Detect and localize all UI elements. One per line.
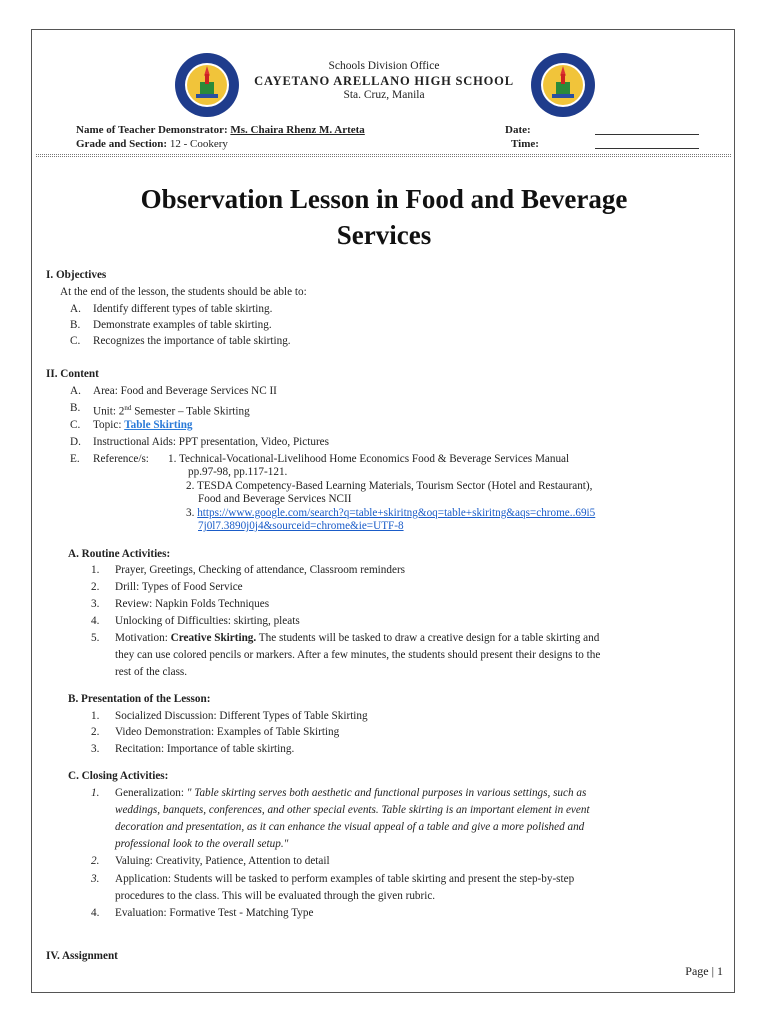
reference-1: 1. Technical-Vocational-Livelihood Home Economics Food & Beverage Services Manual — [168, 453, 570, 465]
reference-1-pages: pp.97-98, pp.117-121. — [188, 466, 288, 478]
date-blank — [595, 134, 699, 135]
content-topic: Topic: Table Skirting — [93, 419, 193, 431]
motivation-line: they can use colored pencils or markers. After a few minutes, the students should present their designs to the — [115, 649, 601, 661]
objective-text: Identify different types of table skirting. — [93, 303, 273, 315]
grade-line — [76, 138, 228, 150]
teacher-line — [76, 124, 365, 136]
list-number: 3. — [91, 873, 100, 885]
objectives-intro: At the end of the lesson, the students should be able to: — [60, 286, 307, 298]
list-number: 5. — [91, 632, 100, 644]
time-blank — [595, 148, 699, 149]
content-marker: B. — [70, 402, 81, 414]
reference-3-link-cont[interactable]: 7j0l7.3890j0j4&sourceid=chrome&ie=UTF-8 — [198, 520, 404, 532]
reference-3-link[interactable]: https://www.google.com/search?q=table+skiritng&oq=table+skiritng&aqs=chrome..69i5 — [197, 507, 596, 519]
list-item: Socialized Discussion: Different Types of Table Skirting — [115, 710, 368, 722]
generalization-line: professional look to the overall setup." — [115, 838, 289, 850]
motivation-line: rest of the class. — [115, 666, 188, 678]
assignment-heading: IV. Assignment — [46, 950, 118, 962]
reference-2: 2. TESDA Competency-Based Learning Materials, Tourism Sector (Hotel and Restaurant), — [186, 480, 593, 492]
list-number: 3. — [91, 598, 100, 610]
objective-text: Demonstrate examples of table skirting. — [93, 319, 272, 331]
teacher-label: Name of Teacher Demonstrator: — [76, 124, 228, 136]
list-number: 1. — [91, 710, 100, 722]
references-label: Reference/s: — [93, 453, 149, 465]
teacher-name: Ms. Chaira Rhenz M. Arteta — [230, 124, 365, 136]
presentation-heading: B. Presentation of the Lesson: — [68, 693, 211, 705]
generalization-line: weddings, banquets, conferences, and other special events. Table skirting is an important element in event — [115, 804, 590, 816]
content-heading: II. Content — [46, 368, 99, 380]
school-address: Sta. Cruz, Manila — [343, 89, 425, 101]
objective-marker: C. — [70, 335, 81, 347]
objective-marker: B. — [70, 319, 81, 331]
page-number: Page | 1 — [685, 964, 723, 978]
header-separator — [36, 154, 731, 157]
time-label: Time: — [511, 138, 539, 150]
generalization-line: decoration and presentation, as it can enhance the visual appeal of a table and give a more polished and — [115, 821, 585, 833]
list-item: Review: Napkin Folds Techniques — [115, 598, 270, 610]
content-marker: A. — [70, 385, 81, 397]
list-item: Prayer, Greetings, Checking of attendance, Classroom reminders — [115, 564, 406, 576]
objective-text: Recognizes the importance of table skirting. — [93, 335, 291, 347]
objectives-heading: I. Objectives — [46, 269, 107, 281]
content-marker: E. — [70, 453, 80, 465]
generalization-line: Generalization: " Table skirting serves both aesthetic and functional purposes in various settings, such as — [115, 787, 587, 799]
list-number: 3. — [91, 743, 100, 755]
application-line: Application: Students will be tasked to perform examples of table skirting and present the step-by-step — [115, 873, 575, 885]
list-item: Unlocking of Difficulties: skirting, pleats — [115, 615, 300, 627]
reference-3: 3. https://www.google.com/search?q=table+skiritng&oq=table+skiritng&aqs=chrome..69i5 — [186, 507, 596, 519]
list-item: Evaluation: Formative Test - Matching Type — [115, 907, 314, 919]
application-line: procedures to the class. This will be evaluated through the given rubric. — [115, 890, 436, 902]
list-number: 4. — [91, 615, 100, 627]
list-item: Drill: Types of Food Service — [115, 581, 243, 593]
list-item: Video Demonstration: Examples of Table Skirting — [115, 726, 340, 738]
list-number: 2. — [91, 726, 100, 738]
list-number: 4. — [91, 907, 100, 919]
office-name: Schools Division Office — [328, 60, 440, 72]
objective-marker: A. — [70, 303, 81, 315]
content-unit: Unit: 2nd Semester – Table Skirting — [93, 404, 250, 418]
reference-2-cont: Food and Beverage Services NCII — [198, 493, 352, 505]
routine-heading: A. Routine Activities: — [68, 548, 171, 560]
content-area: Area: Food and Beverage Services NC II — [93, 385, 277, 397]
list-number: 1. — [91, 564, 100, 576]
school-name: CAYETANO ARELLANO HIGH SCHOOL — [254, 74, 514, 88]
list-number: 2. — [91, 581, 100, 593]
list-item: Recitation: Importance of table skirting. — [115, 743, 295, 755]
content-marker: D. — [70, 436, 81, 448]
closing-heading: C. Closing Activities: — [68, 770, 169, 782]
date-label: Date: — [505, 124, 531, 136]
document-title: Observation Lesson in Food and Beverage Services — [140, 184, 628, 250]
list-number: 1. — [91, 787, 100, 799]
list-number: 2. — [91, 855, 100, 867]
topic-link[interactable]: Table Skirting — [124, 419, 193, 431]
list-item: Valuing: Creativity, Patience, Attention to detail — [115, 855, 330, 867]
content-marker: C. — [70, 419, 81, 431]
motivation-line: Motivation: Creative Skirting. The students will be tasked to draw a creative design for a table skirting and — [115, 632, 600, 644]
content-aids: Instructional Aids: PPT presentation, Video, Pictures — [93, 436, 330, 448]
grade-label: Grade and Section: — [76, 138, 168, 150]
grade-value: 12 - Cookery — [169, 138, 228, 150]
